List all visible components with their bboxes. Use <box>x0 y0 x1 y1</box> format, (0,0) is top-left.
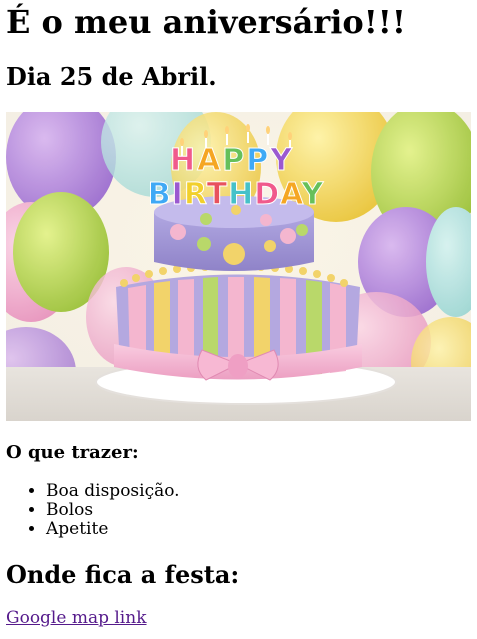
topper-letter: P <box>246 143 271 178</box>
topper-letter: B <box>147 177 172 212</box>
bring-heading: O que trazer: <box>6 442 139 463</box>
list-item: • Apetite <box>46 520 180 539</box>
topper-letter: T <box>206 177 229 212</box>
topper-letter: R <box>183 177 207 212</box>
topper-letter: A <box>197 143 223 178</box>
topper-letter: H <box>228 177 255 212</box>
topper-letter: I <box>171 177 184 212</box>
list-item: • Boa disposição. <box>46 482 180 501</box>
topper-letter: Y <box>301 177 325 212</box>
happy-topper-text <box>170 143 294 178</box>
topper-letter: D <box>254 177 281 212</box>
google-map-link[interactable]: Google map link <box>6 608 147 628</box>
topper-letter: H <box>169 143 198 178</box>
topper-letter: Y <box>270 143 295 178</box>
party-date: Dia 25 de Abril. <box>6 62 217 91</box>
location-heading: Onde fica a festa: <box>6 560 240 589</box>
birthday-topper-text <box>148 177 325 212</box>
list-item: • Bolos <box>46 501 180 520</box>
topper-letter: P <box>222 143 247 178</box>
bring-list <box>6 482 180 539</box>
birthday-cake-photo <box>6 112 471 421</box>
topper-letter: A <box>280 177 302 212</box>
page-title: É o meu aniversário!!! <box>6 3 406 41</box>
